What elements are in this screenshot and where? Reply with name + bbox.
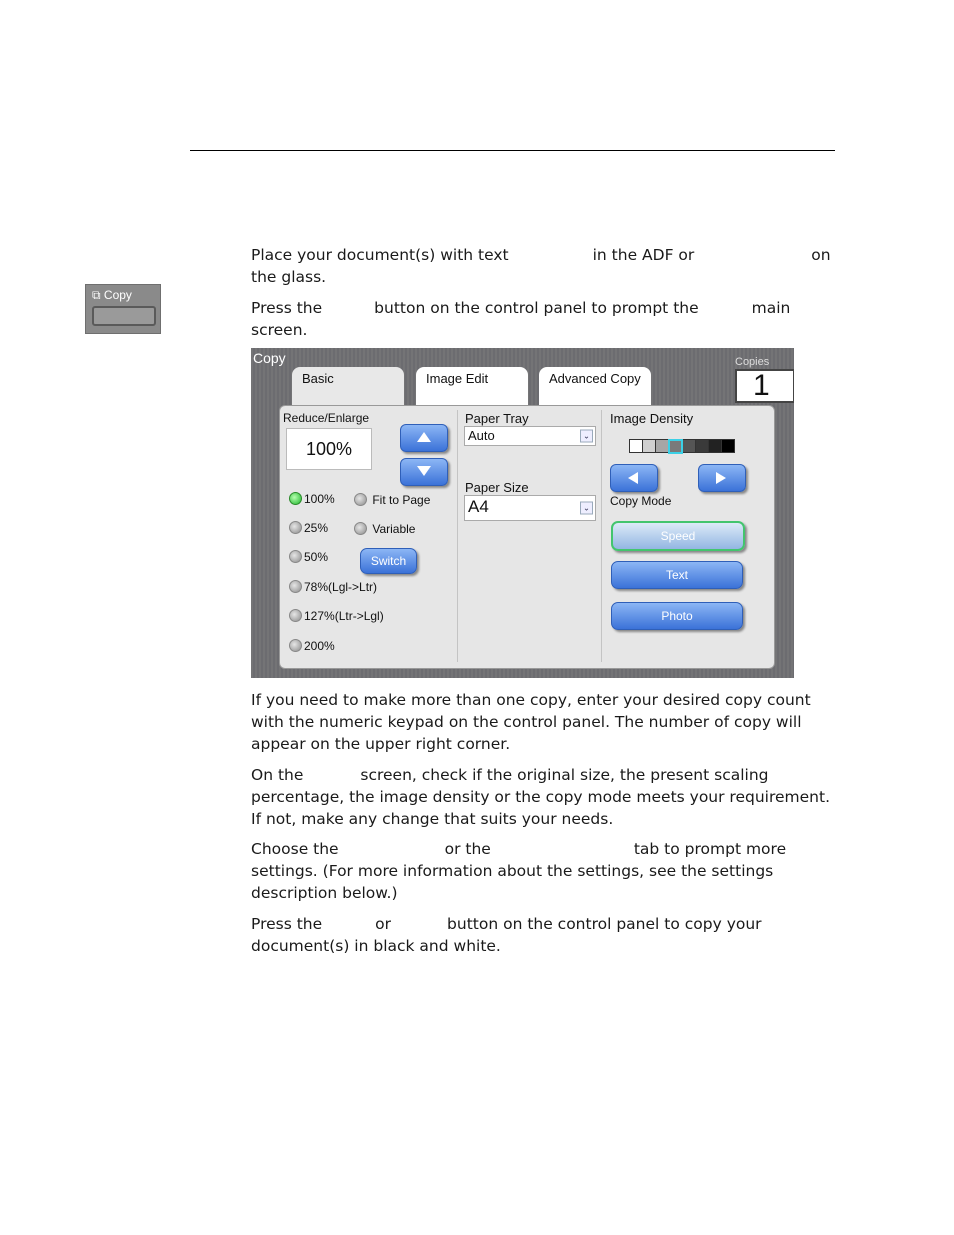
text: in the ADF or xyxy=(592,246,695,264)
radio-50[interactable]: 50% xyxy=(289,550,328,564)
radio-dot xyxy=(354,493,367,506)
reduce-enlarge-label: Reduce/Enlarge xyxy=(283,411,370,425)
density-step xyxy=(629,439,643,453)
text: document(s) in black and white. xyxy=(251,937,501,955)
text: On the xyxy=(251,766,304,784)
chevron-down-icon: ⌄ xyxy=(580,430,593,443)
radio-200[interactable]: 200% xyxy=(289,639,335,653)
density-lighter-button[interactable] xyxy=(610,464,658,492)
divider xyxy=(601,410,602,662)
copy-key-button xyxy=(92,306,156,326)
text: the glass. xyxy=(251,268,327,286)
text: screen, check if the original size, the present scaling xyxy=(360,766,769,784)
radio-dot xyxy=(289,492,302,505)
text: screen. xyxy=(251,321,308,339)
text: button on the control panel to copy your xyxy=(447,915,762,933)
tab-advanced-copy[interactable]: Advanced Copy xyxy=(539,367,651,405)
text: main xyxy=(751,299,791,317)
text: Choose the xyxy=(251,840,339,858)
text: button on the control panel to prompt the xyxy=(374,299,699,317)
arrow-right-icon xyxy=(714,471,728,485)
copy-screen xyxy=(251,348,794,678)
basic-panel xyxy=(279,405,775,669)
radio-fit-to-page[interactable]: Fit to Page xyxy=(354,493,430,507)
radio-78[interactable]: 78%(Lgl->Ltr) xyxy=(289,580,377,594)
arrow-down-icon xyxy=(416,465,432,477)
density-step xyxy=(721,439,735,453)
screen-title: Copy xyxy=(253,350,286,366)
density-scale xyxy=(629,439,734,453)
radio-dot xyxy=(289,609,302,622)
density-step xyxy=(682,439,696,453)
header-rule xyxy=(190,150,835,151)
copy-icon: ⧉ xyxy=(92,288,101,302)
density-step xyxy=(642,439,656,453)
tab-basic[interactable]: Basic xyxy=(292,367,404,405)
step-check-settings xyxy=(251,764,841,830)
density-step xyxy=(708,439,722,453)
copy-key-label: ⧉ Copy xyxy=(92,288,132,302)
text: percentage, the image density or the copy mode meets your requirement. xyxy=(251,788,830,806)
scale-up-button[interactable] xyxy=(400,424,448,452)
text: settings. (For more information about the settings, see the settings xyxy=(251,862,774,880)
text: tab to prompt more xyxy=(633,840,787,858)
mode-text-button[interactable]: Text xyxy=(611,561,743,589)
step-choose-tab xyxy=(251,838,841,904)
divider xyxy=(457,410,458,662)
radio-25[interactable]: 25% xyxy=(289,521,328,535)
radio-dot xyxy=(289,580,302,593)
copies-value: 1 xyxy=(735,369,794,403)
text: with the numeric keypad on the control panel. The number of copy will xyxy=(251,713,802,731)
copy-mode-label: Copy Mode xyxy=(610,494,672,508)
text: Place your document(s) with text xyxy=(251,246,509,264)
step-press-start xyxy=(251,913,841,957)
switch-button[interactable]: Switch xyxy=(360,548,417,574)
paper-tray-label: Paper Tray xyxy=(465,411,529,426)
step-place-document xyxy=(251,244,841,288)
text: Press the xyxy=(251,299,323,317)
density-step xyxy=(695,439,709,453)
step-press-copy xyxy=(251,297,841,341)
radio-127[interactable]: 127%(Ltr->Lgl) xyxy=(289,609,384,623)
mode-speed-button[interactable]: Speed xyxy=(611,521,745,551)
copies-label: Copies xyxy=(735,356,770,368)
arrow-left-icon xyxy=(626,471,640,485)
density-step xyxy=(655,439,669,453)
arrow-up-icon xyxy=(416,431,432,443)
density-step xyxy=(668,439,683,454)
text: description below.) xyxy=(251,884,398,902)
text: or the xyxy=(444,840,491,858)
text: appear on the upper right corner. xyxy=(251,735,511,753)
copy-key-image xyxy=(85,284,161,334)
chevron-down-icon: ⌄ xyxy=(580,502,593,515)
radio-variable[interactable]: Variable xyxy=(354,522,415,536)
text: If not, make any change that suits your needs. xyxy=(251,810,614,828)
radio-dot xyxy=(354,522,367,535)
text: on xyxy=(811,246,831,264)
paper-size-label: Paper Size xyxy=(465,480,529,495)
radio-dot xyxy=(289,639,302,652)
text: If you need to make more than one copy, enter your desired copy count xyxy=(251,691,811,709)
step-copy-count xyxy=(251,689,841,755)
density-darker-button[interactable] xyxy=(698,464,746,492)
text: Press the xyxy=(251,915,323,933)
image-density-label: Image Density xyxy=(610,411,694,426)
radio-dot xyxy=(289,550,302,563)
paper-size-select[interactable]: A4 ⌄ xyxy=(464,495,596,521)
radio-dot xyxy=(289,521,302,534)
text: or xyxy=(375,915,392,933)
tab-image-edit[interactable]: Image Edit xyxy=(416,367,528,405)
scale-down-button[interactable] xyxy=(400,458,448,486)
scale-value: 100% xyxy=(286,428,372,470)
mode-photo-button[interactable]: Photo xyxy=(611,602,743,630)
paper-tray-select[interactable]: Auto ⌄ xyxy=(464,426,596,446)
radio-100[interactable]: 100% xyxy=(289,492,335,506)
